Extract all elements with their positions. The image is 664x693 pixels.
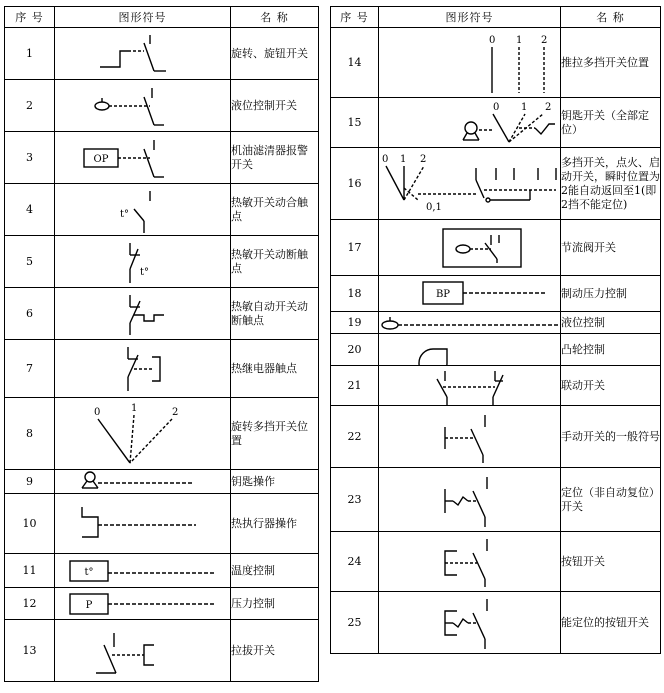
row-number: 8 [5, 398, 55, 470]
row-number: 14 [331, 28, 379, 98]
table-header [5, 7, 319, 28]
row-name: 定位（非自动复位）开关 [561, 468, 661, 532]
row-name: 液位控制 [561, 312, 661, 334]
row-number: 12 [5, 588, 55, 620]
row-number: 6 [5, 288, 55, 340]
table-row [5, 28, 319, 80]
row-number: 10 [5, 494, 55, 554]
liquid-level-control-symbol [379, 312, 561, 334]
row-number: 20 [331, 334, 379, 366]
header-index: 序 号 [331, 7, 379, 28]
thermal-relay-contact-symbol [55, 340, 231, 398]
table-row [5, 620, 319, 682]
row-number: 5 [5, 236, 55, 288]
header-name: 名 称 [561, 7, 661, 28]
pos-0: 0 [488, 34, 495, 46]
row-name: 能定位的按钮开关 [561, 592, 661, 654]
push-pull-multi-position-symbol [379, 28, 561, 98]
rotary-knob-switch-symbol [55, 28, 231, 80]
temp-label: t° [139, 266, 149, 278]
symbol-table-left [4, 6, 319, 682]
row-name: 联动开关 [561, 366, 661, 406]
temp-label: t° [83, 566, 94, 578]
row-name: 热敏自动开关动断触点 [231, 288, 319, 340]
temperature-control-symbol [55, 554, 231, 588]
row-name: 机油滤清器报警开关 [231, 132, 319, 184]
liquid-level-switch-symbol [55, 80, 231, 132]
table-row [331, 366, 661, 406]
table-row [331, 334, 661, 366]
row-number: 24 [331, 532, 379, 592]
oil-filter-alarm-switch-symbol [55, 132, 231, 184]
manual-switch-symbol [379, 406, 561, 468]
table-row [331, 220, 661, 276]
table-row [331, 312, 661, 334]
table-row [5, 184, 319, 236]
pos-0: 0 [381, 153, 388, 165]
table-row [331, 148, 661, 220]
pos-0: 0 [492, 101, 499, 113]
pos-01: 0,1 [425, 201, 442, 213]
table-row [5, 588, 319, 620]
row-name: 热敏开关动断触点 [231, 236, 319, 288]
pull-switch-symbol [55, 620, 231, 682]
header-figure: 图形符号 [379, 7, 561, 28]
row-number: 2 [5, 80, 55, 132]
row-number: 25 [331, 592, 379, 654]
pressure-label: P [85, 599, 92, 611]
row-name: 手动开关的一般符号 [561, 406, 661, 468]
row-name: 凸轮控制 [561, 334, 661, 366]
row-number: 4 [5, 184, 55, 236]
row-name: 按钮开关 [561, 532, 661, 592]
row-name: 制动压力控制 [561, 276, 661, 312]
key-switch-symbol [379, 98, 561, 148]
row-number: 23 [331, 468, 379, 532]
pos-2: 2 [171, 406, 178, 418]
row-number: 11 [5, 554, 55, 588]
row-number: 15 [331, 98, 379, 148]
pos-1: 1 [520, 101, 527, 113]
header-index: 序 号 [5, 7, 55, 28]
row-name: 钥匙操作 [231, 470, 319, 494]
throttle-switch-symbol [379, 220, 561, 276]
row-name: 液位控制开关 [231, 80, 319, 132]
pos-0: 0 [93, 406, 100, 418]
row-number: 22 [331, 406, 379, 468]
table-row [331, 98, 661, 148]
table-row [331, 276, 661, 312]
header-figure: 图形符号 [55, 7, 231, 28]
latching-switch-symbol [379, 468, 561, 532]
pos-2: 2 [419, 153, 426, 165]
cam-control-symbol [379, 334, 561, 366]
table-row [5, 236, 319, 288]
bp-label: BP [435, 288, 450, 300]
row-name: 旋转、旋钮开关 [231, 28, 319, 80]
table-row [5, 554, 319, 588]
temp-label: t° [119, 208, 129, 220]
table-row [5, 80, 319, 132]
row-number: 16 [331, 148, 379, 220]
row-name: 热执行器操作 [231, 494, 319, 554]
row-number: 9 [5, 470, 55, 494]
table-row [331, 532, 661, 592]
thermal-nc-contact-symbol [55, 236, 231, 288]
pos-1: 1 [399, 153, 406, 165]
thermal-no-contact-symbol [55, 184, 231, 236]
row-name: 旋转多挡开关位置 [231, 398, 319, 470]
row-name: 拉拔开关 [231, 620, 319, 682]
table-row [331, 468, 661, 532]
table-header [331, 7, 661, 28]
pos-1: 1 [130, 402, 137, 414]
ignition-start-switch-symbol [379, 148, 561, 220]
row-number: 13 [5, 620, 55, 682]
pos-1: 1 [515, 34, 522, 46]
table-row [331, 592, 661, 654]
row-name: 推拉多挡开关位置 [561, 28, 661, 98]
thermal-actuator-symbol [55, 494, 231, 554]
row-name: 温度控制 [231, 554, 319, 588]
key-operation-symbol [55, 470, 231, 494]
row-number: 19 [331, 312, 379, 334]
symbol-table-right [330, 6, 661, 654]
rotary-multi-position-symbol [55, 398, 231, 470]
row-name: 多挡开关，点火、启动开关，瞬时位置为2能自动返回至1(即2挡不能定位) [561, 148, 661, 220]
push-button-switch-symbol [379, 532, 561, 592]
pos-2: 2 [540, 34, 547, 46]
table-row [5, 470, 319, 494]
row-name: 节流阀开关 [561, 220, 661, 276]
row-number: 17 [331, 220, 379, 276]
table-row [331, 28, 661, 98]
table-row [5, 340, 319, 398]
row-name: 热敏开关动合触点 [231, 184, 319, 236]
table-row [5, 494, 319, 554]
row-name: 压力控制 [231, 588, 319, 620]
thermal-auto-nc-contact-symbol [55, 288, 231, 340]
table-row [5, 398, 319, 470]
row-number: 21 [331, 366, 379, 406]
table-row [5, 132, 319, 184]
op-label: OP [93, 153, 108, 165]
pressure-control-symbol [55, 588, 231, 620]
header-name: 名 称 [231, 7, 319, 28]
row-number: 18 [331, 276, 379, 312]
linked-switch-symbol [379, 366, 561, 406]
pos-2: 2 [544, 101, 551, 113]
row-name: 热继电器触点 [231, 340, 319, 398]
table-row [5, 288, 319, 340]
row-number: 3 [5, 132, 55, 184]
table-row [331, 406, 661, 468]
brake-pressure-control-symbol [379, 276, 561, 312]
latching-push-button-symbol [379, 592, 561, 654]
row-number: 7 [5, 340, 55, 398]
row-number: 1 [5, 28, 55, 80]
row-name: 钥匙开关（全部定位） [561, 98, 661, 148]
